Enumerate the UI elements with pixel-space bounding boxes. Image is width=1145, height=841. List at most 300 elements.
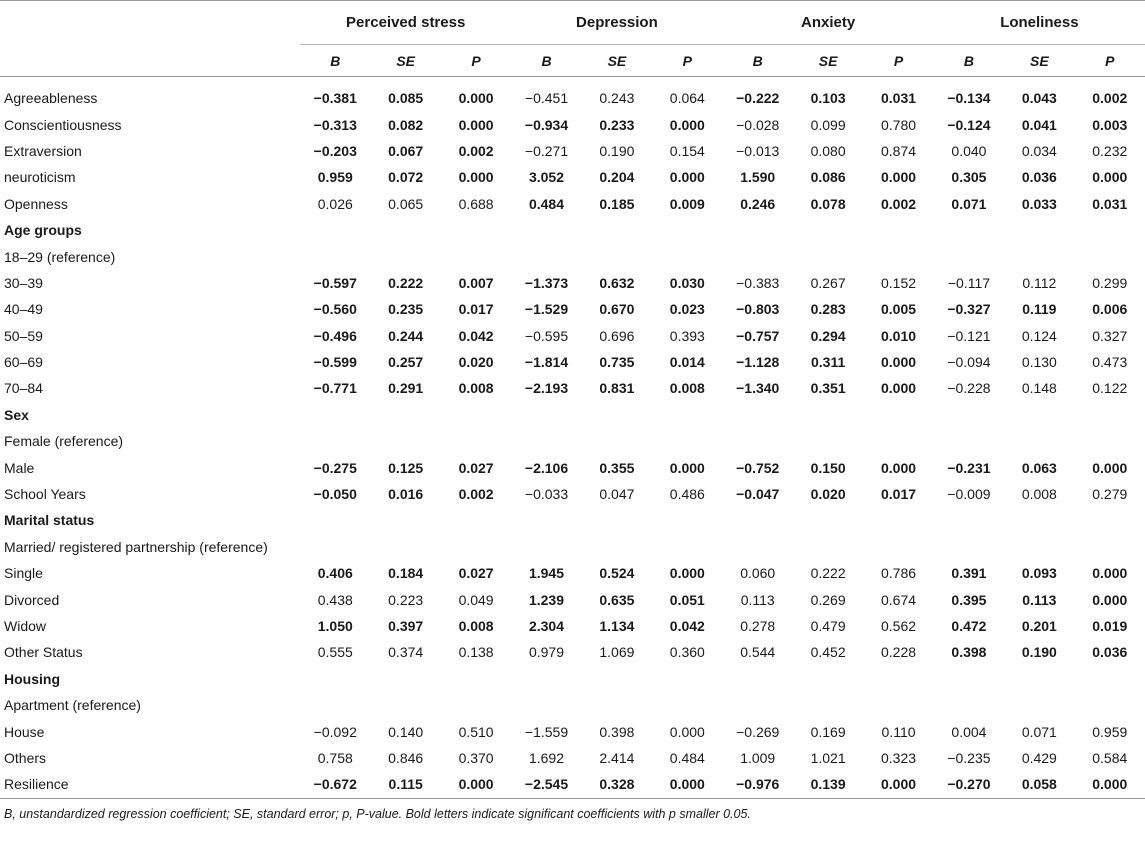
cell-se: 0.043 — [1021, 90, 1057, 107]
cell-se: 0.452 — [810, 644, 846, 661]
cell-p: 0.154 — [669, 142, 705, 159]
cell-se: 0.735 — [599, 354, 635, 371]
cell-b: −0.047 — [736, 486, 780, 503]
cell-se: 0.397 — [388, 618, 424, 634]
cell-p: 0.360 — [669, 644, 705, 661]
cell-b — [511, 692, 581, 718]
cell-p — [652, 428, 722, 454]
subheader-p: P — [652, 45, 722, 77]
cell-p: 0.780 — [881, 116, 917, 133]
cell-b: −0.383 — [736, 274, 780, 291]
cell-p: 0.393 — [669, 327, 705, 344]
cell-p: 0.152 — [881, 274, 917, 291]
cell-se — [793, 534, 863, 560]
cell-p: 0.010 — [881, 327, 917, 344]
cell-b: −0.560 — [313, 301, 357, 318]
cell-se — [582, 507, 652, 533]
table-row — [0, 323, 1145, 349]
cell-se: 0.190 — [599, 142, 635, 159]
cell-b: 0.391 — [951, 565, 987, 582]
cell-p: 0.000 — [1092, 565, 1128, 582]
cell-b: −0.033 — [524, 486, 569, 503]
cell-b — [723, 243, 793, 269]
cell-b: 1.239 — [528, 591, 565, 608]
cell-b: 0.246 — [740, 195, 776, 212]
cell-p: 0.002 — [881, 195, 917, 212]
cell-p: 0.002 — [458, 142, 494, 159]
cell-b: 1.050 — [317, 618, 353, 634]
cell-se: 0.222 — [810, 565, 846, 582]
cell-p: 0.000 — [458, 116, 494, 133]
cell-p: 0.000 — [669, 116, 705, 133]
cell-se: 0.269 — [810, 591, 846, 608]
cell-se: 0.067 — [388, 142, 424, 159]
row-label: Divorced — [4, 591, 60, 608]
cell-p: 0.030 — [669, 274, 705, 291]
cell-b — [511, 534, 581, 560]
cell-se: 0.632 — [599, 274, 635, 291]
cell-b: 1.692 — [528, 749, 565, 766]
cell-p: 0.122 — [1092, 380, 1128, 397]
cell-p: 0.008 — [669, 380, 705, 397]
cell-p — [652, 534, 722, 560]
row-label: Female (reference) — [4, 433, 124, 450]
cell-b — [511, 217, 581, 243]
cell-se — [582, 402, 652, 428]
cell-se: 0.235 — [388, 301, 424, 318]
cell-se — [1004, 507, 1074, 533]
cell-b: −0.934 — [524, 116, 569, 133]
cell-se — [582, 217, 652, 243]
cell-b — [934, 666, 1004, 692]
cell-b — [300, 666, 370, 692]
cell-se: 0.063 — [1021, 459, 1057, 476]
cell-b: 0.278 — [740, 618, 776, 634]
cell-p: 0.786 — [881, 565, 917, 582]
cell-b: −0.327 — [947, 301, 991, 318]
cell-se: 0.294 — [810, 327, 846, 344]
cell-p: 0.000 — [1092, 169, 1128, 186]
cell-se: 0.846 — [388, 749, 424, 766]
cell-b — [723, 666, 793, 692]
cell-p: 0.005 — [881, 301, 917, 318]
cell-b — [934, 534, 1004, 560]
cell-b: −0.771 — [313, 380, 357, 397]
cell-se: 0.150 — [810, 459, 846, 476]
cell-p: 0.562 — [881, 618, 917, 634]
table-row — [0, 349, 1145, 375]
cell-b — [511, 507, 581, 533]
cell-p: 0.008 — [458, 380, 494, 397]
cell-b: −0.313 — [313, 116, 357, 133]
cell-b: 3.052 — [528, 169, 565, 186]
cell-se: 0.283 — [810, 301, 846, 318]
cell-se: 0.082 — [388, 116, 424, 133]
cell-se: 0.130 — [1021, 354, 1057, 371]
cell-se: 0.233 — [599, 116, 635, 133]
cell-se: 1.134 — [599, 618, 635, 634]
cell-b — [300, 402, 370, 428]
cell-se: 0.148 — [1021, 380, 1057, 397]
cell-b: −0.381 — [313, 90, 357, 107]
cell-b — [511, 428, 581, 454]
cell-se: 0.398 — [599, 723, 635, 740]
cell-p — [1075, 692, 1145, 718]
cell-p: 0.014 — [669, 354, 705, 371]
cell-se: 0.115 — [370, 771, 440, 798]
cell-se — [793, 507, 863, 533]
table-row — [0, 375, 1145, 401]
cell-se: 0.374 — [388, 644, 424, 661]
cell-b: 0.026 — [317, 195, 353, 212]
cell-b — [723, 507, 793, 533]
cell-b: −0.672 — [300, 771, 370, 798]
cell-se — [793, 692, 863, 718]
cell-p: 0.110 — [881, 723, 916, 740]
cell-p — [652, 243, 722, 269]
table-row — [0, 560, 1145, 586]
group-header-anxiety: Anxiety — [723, 1, 934, 45]
cell-se — [793, 243, 863, 269]
cell-b: 0.305 — [951, 169, 987, 186]
cell-se: 0.479 — [810, 618, 846, 634]
table-row — [0, 270, 1145, 296]
section-label: Housing — [4, 670, 60, 687]
cell-p: 0.486 — [669, 486, 705, 503]
cell-b: −0.271 — [524, 142, 569, 159]
cell-p — [863, 534, 933, 560]
cell-b — [300, 428, 370, 454]
cell-b: −1.128 — [736, 354, 780, 371]
subheader-se: SE — [793, 45, 863, 77]
cell-p: 0.510 — [458, 723, 494, 740]
table-row — [0, 85, 1145, 111]
cell-b: −0.203 — [313, 142, 357, 159]
cell-p — [863, 243, 933, 269]
cell-b: 0.406 — [317, 565, 353, 582]
cell-b: 0.544 — [740, 644, 776, 661]
cell-se: 0.065 — [388, 195, 424, 212]
cell-p: 0.002 — [1092, 90, 1128, 107]
cell-b: −1.373 — [524, 274, 569, 291]
table-row — [0, 718, 1145, 744]
cell-b — [723, 217, 793, 243]
cell-p: 0.370 — [458, 749, 494, 766]
cell-se: 0.223 — [388, 591, 424, 608]
cell-p — [1075, 428, 1145, 454]
cell-se: 0.696 — [599, 327, 635, 344]
cell-p: 0.000 — [881, 169, 917, 186]
cell-b — [723, 534, 793, 560]
subheader-p: P — [441, 45, 511, 77]
cell-p: 0.019 — [1092, 618, 1128, 634]
subheader-b: B — [723, 45, 793, 77]
cell-b: −0.134 — [947, 90, 991, 107]
subheader-corner — [0, 45, 300, 77]
cell-p: 0.000 — [881, 380, 917, 397]
cell-se — [1004, 534, 1074, 560]
cell-se — [1004, 243, 1074, 269]
cell-p: 0.049 — [458, 591, 494, 608]
cell-b — [934, 507, 1004, 533]
cell-p — [863, 402, 933, 428]
cell-se — [370, 428, 440, 454]
subheader-p: P — [863, 45, 933, 77]
row-label: House — [4, 723, 45, 740]
cell-p — [652, 666, 722, 692]
cell-se: 0.204 — [599, 169, 635, 186]
cell-se: 0.429 — [1021, 749, 1057, 766]
cell-se: 0.072 — [388, 169, 424, 186]
cell-b: −0.275 — [313, 459, 357, 476]
subheader-b: B — [300, 45, 370, 77]
row-label: Apartment (reference) — [4, 697, 141, 714]
cell-p — [1075, 243, 1145, 269]
cell-se: 0.047 — [599, 486, 635, 503]
cell-p — [441, 243, 511, 269]
cell-b — [300, 507, 370, 533]
cell-b: −2.193 — [524, 380, 569, 397]
cell-p: 0.473 — [1092, 354, 1128, 371]
table-row — [0, 243, 1145, 269]
cell-p — [863, 217, 933, 243]
cell-se — [370, 243, 440, 269]
row-label: Male — [4, 459, 35, 476]
cell-se: 0.670 — [599, 301, 635, 318]
subheader-b: B — [511, 45, 581, 77]
cell-p — [1075, 217, 1145, 243]
cell-se: 0.078 — [810, 195, 846, 212]
cell-se — [370, 217, 440, 243]
cell-se — [582, 692, 652, 718]
cell-p: 0.299 — [1092, 274, 1128, 291]
row-label: 40–49 — [4, 301, 43, 318]
cell-se: 0.036 — [1021, 169, 1057, 186]
cell-p — [441, 402, 511, 428]
table-row — [0, 138, 1145, 164]
cell-p: 0.000 — [458, 90, 494, 107]
cell-se: 0.119 — [1022, 301, 1057, 318]
cell-b: 1.009 — [740, 749, 776, 766]
cell-se — [1004, 428, 1074, 454]
cell-p: 0.000 — [669, 169, 705, 186]
cell-p: 0.007 — [458, 274, 494, 291]
cell-b — [300, 243, 370, 269]
cell-se: 0.071 — [1021, 723, 1057, 740]
row-label: 18–29 (reference) — [4, 248, 116, 265]
table-row — [0, 111, 1145, 137]
subheader-p: P — [1075, 45, 1145, 77]
cell-se: 0.244 — [388, 327, 424, 344]
cell-p — [652, 507, 722, 533]
row-label: Agreeableness — [4, 90, 98, 107]
row-label: Conscientiousness — [4, 116, 122, 133]
cell-b: −0.117 — [947, 274, 991, 291]
cell-se — [1004, 217, 1074, 243]
row-label: 50–59 — [4, 327, 43, 344]
cell-b — [934, 692, 1004, 718]
cell-b — [300, 692, 370, 718]
cell-b: −0.752 — [736, 459, 780, 476]
cell-b: 0.484 — [528, 195, 565, 212]
section-row — [0, 402, 1145, 428]
cell-se: 0.058 — [1004, 771, 1074, 798]
cell-se — [1004, 402, 1074, 428]
cell-p — [652, 217, 722, 243]
cell-se — [582, 534, 652, 560]
cell-se: 1.069 — [599, 644, 635, 661]
cell-p: 0.688 — [458, 195, 494, 212]
cell-b: −0.092 — [313, 723, 357, 740]
cell-se — [582, 666, 652, 692]
cell-b: −0.496 — [313, 327, 357, 344]
cell-p: 0.027 — [458, 565, 494, 582]
cell-se: 0.169 — [810, 723, 846, 740]
cell-b: −0.228 — [947, 380, 991, 397]
table-row — [0, 745, 1145, 771]
cell-b: −0.597 — [313, 274, 357, 291]
cell-se: 0.328 — [582, 771, 652, 798]
cell-se — [793, 402, 863, 428]
cell-b — [934, 243, 1004, 269]
cell-b — [934, 402, 1004, 428]
cell-se: 0.140 — [388, 723, 424, 740]
subheader-row — [0, 45, 1145, 77]
cell-se: 0.524 — [599, 565, 635, 582]
cell-p — [441, 217, 511, 243]
cell-b: −0.009 — [947, 486, 991, 503]
cell-p: 0.000 — [652, 771, 722, 798]
cell-p: 0.674 — [881, 591, 917, 608]
section-label: Marital status — [4, 512, 95, 529]
cell-b: −0.222 — [736, 90, 780, 107]
cell-b: 0.979 — [528, 644, 565, 661]
cell-p: 0.874 — [881, 142, 917, 159]
row-label: Other Status — [4, 644, 83, 661]
cell-se: 0.125 — [388, 459, 424, 476]
cell-se: 0.099 — [810, 116, 846, 133]
table-row — [0, 613, 1145, 639]
group-header-loneliness: Loneliness — [934, 1, 1145, 45]
cell-se: 0.291 — [388, 380, 424, 397]
cell-se: 0.201 — [1021, 618, 1057, 634]
table-row — [0, 454, 1145, 480]
cell-p — [863, 428, 933, 454]
cell-b: −0.235 — [947, 749, 991, 766]
row-label: Resilience — [0, 771, 300, 798]
cell-se: 0.267 — [810, 274, 846, 291]
cell-p: 0.031 — [881, 90, 917, 107]
cell-b: −1.340 — [736, 380, 780, 397]
cell-p: 0.020 — [458, 354, 494, 371]
row-label: Others — [4, 749, 47, 766]
cell-p — [441, 692, 511, 718]
cell-se: 0.351 — [810, 380, 846, 397]
cell-se: 0.243 — [599, 90, 635, 107]
cell-b — [511, 666, 581, 692]
cell-se: 0.113 — [1022, 591, 1057, 608]
cell-p — [1075, 534, 1145, 560]
cell-se — [370, 402, 440, 428]
cell-p — [441, 507, 511, 533]
cell-b: −0.094 — [947, 354, 991, 371]
cell-p: 0.027 — [458, 459, 494, 476]
cell-b: 0.398 — [951, 644, 987, 661]
cell-b: −0.270 — [934, 771, 1004, 798]
cell-se — [370, 692, 440, 718]
table-row — [0, 481, 1145, 507]
cell-b: −1.529 — [524, 301, 569, 318]
cell-b: −0.595 — [524, 327, 569, 344]
group-header-perceived-stress: Perceived stress — [300, 1, 511, 45]
subheader-se: SE — [370, 45, 440, 77]
cell-p: 0.017 — [881, 486, 917, 503]
cell-p: 0.327 — [1092, 327, 1128, 344]
cell-b: 0.071 — [951, 195, 987, 212]
cell-b: −0.050 — [313, 486, 357, 503]
row-label: School Years — [4, 486, 86, 503]
cell-b: 1.945 — [528, 565, 565, 582]
cell-b — [300, 534, 370, 560]
cell-se: 0.190 — [1021, 644, 1057, 661]
row-label: Extraversion — [4, 142, 82, 159]
cell-p: 0.003 — [1092, 116, 1128, 133]
table-row — [0, 639, 1145, 665]
cell-se: 0.355 — [599, 459, 635, 476]
cell-se: 0.093 — [1021, 565, 1057, 582]
cell-b: 1.590 — [740, 169, 776, 186]
cell-se: 0.112 — [1022, 274, 1057, 291]
cell-b: −2.106 — [524, 459, 569, 476]
cell-b: −0.231 — [947, 459, 991, 476]
cell-b: −0.803 — [736, 301, 780, 318]
cell-se — [793, 428, 863, 454]
cell-p: 0.584 — [1092, 749, 1128, 766]
cell-se: 0.139 — [793, 771, 863, 798]
cell-p — [863, 692, 933, 718]
cell-se: 0.080 — [810, 142, 846, 159]
cell-p: 0.000 — [669, 459, 705, 476]
cell-p: 0.009 — [669, 195, 705, 212]
table-row — [0, 191, 1145, 217]
cell-se: 0.086 — [810, 169, 846, 186]
cell-b: 0.758 — [317, 749, 353, 766]
cell-se — [370, 534, 440, 560]
cell-p: 0.008 — [458, 618, 494, 634]
cell-se — [793, 666, 863, 692]
cell-p: 0.051 — [669, 591, 705, 608]
cell-se — [1004, 692, 1074, 718]
cell-se: 0.185 — [599, 195, 635, 212]
cell-p: 0.000 — [881, 459, 917, 476]
cell-p: 0.017 — [458, 301, 494, 318]
table-footnote: B, unstandardized regression coefficient; SE, standard error; p, P-value. Bold letters indicate significant coefficients with p smaller 0.05. — [4, 806, 751, 821]
cell-p: 0.000 — [669, 723, 705, 740]
cell-b: 0.113 — [740, 591, 775, 608]
cell-b — [934, 428, 1004, 454]
cell-p — [1075, 402, 1145, 428]
cell-se: 0.033 — [1021, 195, 1057, 212]
cell-p — [1075, 507, 1145, 533]
cell-p: 0.000 — [881, 354, 917, 371]
cell-p: 0.064 — [669, 90, 705, 107]
cell-b: 0.438 — [317, 591, 353, 608]
group-header-row — [0, 1, 1145, 45]
cell-se: 0.034 — [1021, 142, 1057, 159]
cell-b — [934, 217, 1004, 243]
cell-se: 0.103 — [810, 90, 846, 107]
cell-p — [441, 534, 511, 560]
